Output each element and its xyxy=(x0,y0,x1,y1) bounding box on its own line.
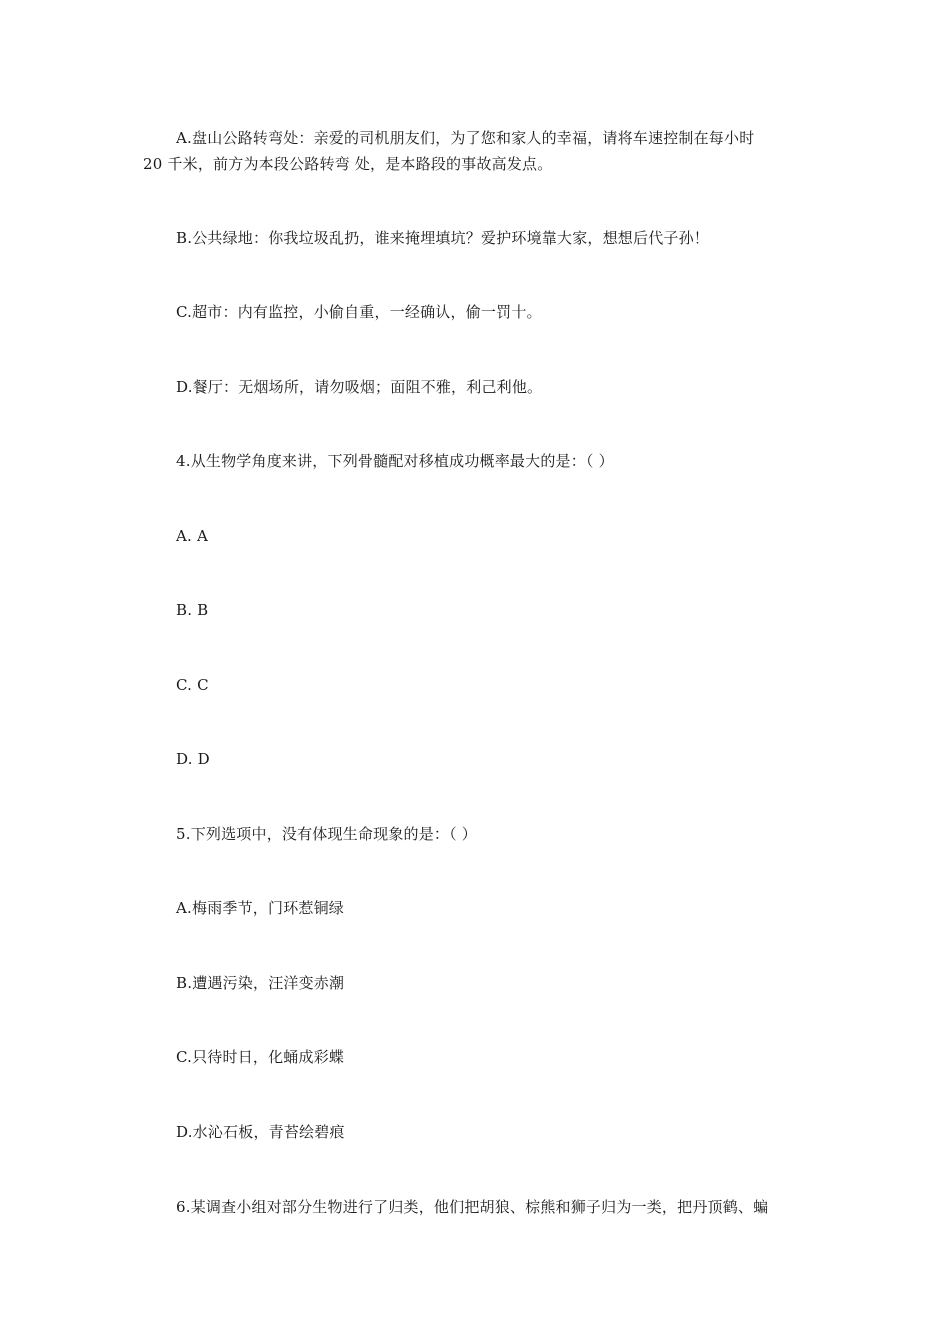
q3-option-c: C.超市：内有监控，小偷自重，一经确认，偷一罚十。 xyxy=(176,303,542,321)
q3-option-b: B.公共绿地：你我垃圾乱扔，谁来掩埋填坑？爱护环境靠大家，想想后代子孙！ xyxy=(176,229,709,247)
q5-option-a: A.梅雨季节，门环惹铜绿 xyxy=(176,899,345,917)
q5-option-d: D.水沁石板，青苔绘碧痕 xyxy=(176,1123,345,1141)
q4-option-d: D. D xyxy=(176,750,210,768)
q4-option-a: A. A xyxy=(176,527,209,545)
q4-stem: 4.从生物学角度来讲，下列骨髓配对移植成功概率最大的是：（ ） xyxy=(176,452,614,470)
q5-option-c: C.只待时日，化蛹成彩蝶 xyxy=(176,1048,345,1066)
q4-option-b: B. B xyxy=(176,601,209,619)
q4-option-c: C. C xyxy=(176,676,209,694)
q5-stem: 5.下列选项中，没有体现生命现象的是：（ ） xyxy=(176,825,477,843)
q6-stem-line1: 6.某调查小组对部分生物进行了归类，他们把胡狼、棕熊和狮子归为一类，把丹顶鹤、蝙 xyxy=(176,1198,769,1216)
q3-option-a-line1: A.盘山公路转弯处：亲爱的司机朋友们，为了您和家人的幸福，请将车速控制在每小时 xyxy=(176,129,755,147)
q3-option-d: D.餐厅：无烟场所，请勿吸烟；面阻不雅，利己利他。 xyxy=(176,378,543,396)
q5-option-b: B.遭遇污染，汪洋变赤潮 xyxy=(176,974,345,992)
q3-option-a-line2: 20 千米，前方为本段公路转弯 处，是本路段的事故高发点。 xyxy=(143,155,553,173)
